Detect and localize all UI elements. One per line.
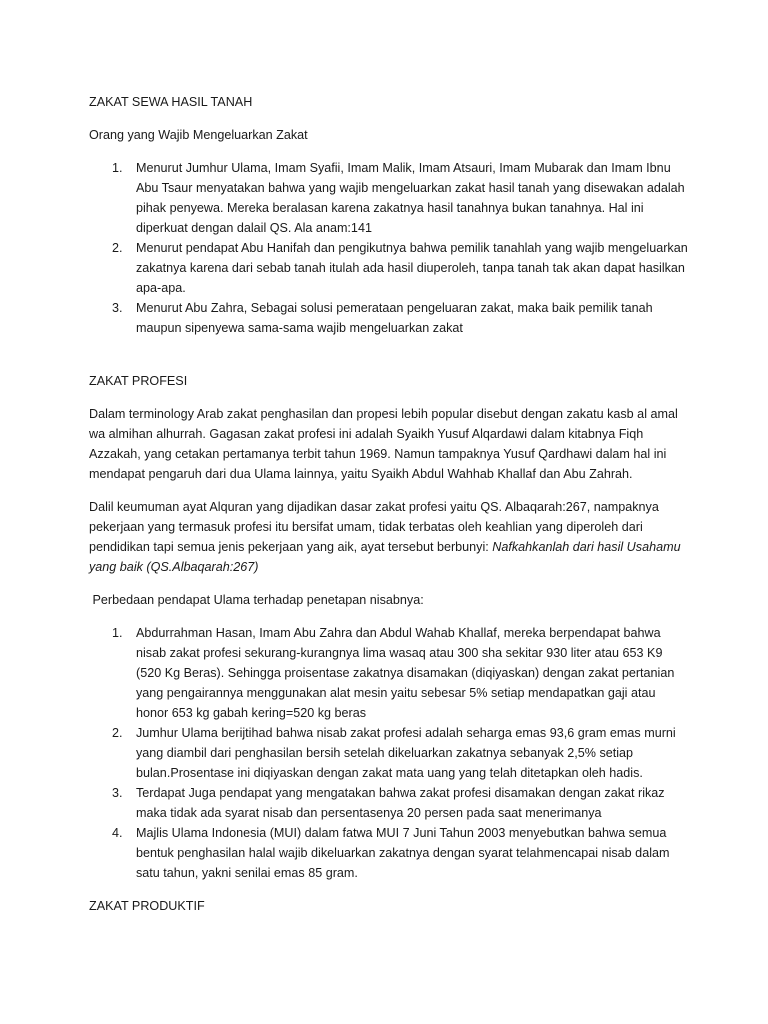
list-item — [89, 238, 689, 298]
list-item-text: Abdurrahman Hasan, Imam Abu Zahra dan Abdul Wahab Khallaf, mereka berpendapat bahwa nisab zakat profesi sekurang-kurangnya lima wasaq atau 300 sha sekitar 930 liter atau 653 K9 (520 Kg Beras). Sehingga proisentase zakatnya disamakan (diqiyaskan) dengan zakat pertanian yang pengairannya menggunakan alat mesin yaitu sebesar 5% setiap mendapatkan gaji atau honor 653 kg gabah kering=520 kg beras — [136, 626, 675, 720]
list-item-text: Majlis Ulama Indonesia (MUI) dalam fatwa MUI 7 Juni Tahun 2003 menyebutkan bahwa semua bentuk penghasilan halal wajib dikeluarkan zakatnya dengan syarat telahmencapai nisab dalam satu tahun, yakni senilai emas 85 gram. — [136, 826, 670, 880]
list-item — [89, 623, 689, 723]
list-item-number: 1. — [112, 626, 123, 640]
section-subtitle-wajib: Orang yang Wajib Mengeluarkan Zakat — [89, 128, 308, 142]
list-item — [89, 723, 689, 783]
list-item-text: Menurut Jumhur Ulama, Imam Syafii, Imam Malik, Imam Atsauri, Imam Mubarak dan Imam Ibnu Abu Tsaur menyatakan bahwa yang wajib mengeluarkan zakat hasil tanah yang disewakan adalah pihak penyewa. Mereka beralasan karena zakatnya hasil tanahnya bukan tanahnya. Hal ini diperkuat dengan dalail QS. Ala anam:141 — [136, 161, 685, 235]
list-item — [89, 823, 689, 883]
paragraph-dalil — [89, 497, 689, 577]
paragraph-terminology: Dalam terminology Arab zakat penghasilan dan propesi lebih popular disebut dengan zakatu kasb al amal wa almihan alhurrah. Gagasan zakat profesi ini adalah Syaikh Yusuf Alqardawi dalam kitabnya Fiqh Azzakah, yang cetakan pertamanya terbit tahun 1969. Namun tampaknya Yusuf Qardhawi dalam hal ini mendapat pengaruh dari dua Ulama lainnya, yaitu Syaikh Abdul Wahhab Khallaf dan Abu Zahrah. — [89, 407, 678, 481]
list-item — [89, 783, 689, 823]
list-wajib-zakat — [89, 158, 689, 338]
list-item-number: 2. — [112, 241, 123, 255]
section-title-zakat-produktif: ZAKAT PRODUKTIF — [89, 899, 205, 913]
section-title-zakat-sewa: ZAKAT SEWA HASIL TANAH — [89, 95, 253, 109]
list-item-number: 3. — [112, 301, 123, 315]
section-title-zakat-profesi: ZAKAT PROFESI — [89, 374, 188, 388]
list-item-text: Menurut Abu Zahra, Sebagai solusi pemerataan pengeluaran zakat, maka baik pemilik tanah maupun sipenyewa sama-sama wajib mengeluarkan zakat — [136, 301, 653, 335]
paragraph-perbedaan: Perbedaan pendapat Ulama terhadap penetapan nisabnya: — [89, 593, 424, 607]
list-item-text: Menurut pendapat Abu Hanifah dan pengikutnya bahwa pemilik tanahlah yang wajib mengeluarkan zakatnya karena dari sebab tanah itulah ada hasil diuperoleh, tanpa tanah tak akan dapat hasilkan apa-apa. — [136, 241, 688, 295]
list-item — [89, 158, 689, 238]
document-page — [89, 92, 689, 916]
list-nisab-profesi — [89, 623, 689, 883]
list-item-number: 4. — [112, 826, 123, 840]
paragraph-dalil-text: Dalil keumuman ayat Alquran yang dijadikan dasar zakat profesi yaitu QS. Albaqarah:267, nampaknya pekerjaan yang termasuk profesi itu bersifat umam, tidak terbatas oleh keahlian yang diperoleh dari pendidikan tapi semua jenis pekerjaan yang aik, ayat tersebut berbunyi: — [89, 500, 659, 554]
paragraph-dalil-quote: Nafkahkanlah dari hasil Usahamu yang baik (QS.Albaqarah:267) — [89, 540, 681, 574]
list-item-number: 3. — [112, 786, 123, 800]
list-item-number: 1. — [112, 161, 123, 175]
list-item-number: 2. — [112, 726, 123, 740]
list-item-text: Terdapat Juga pendapat yang mengatakan bahwa zakat profesi disamakan dengan zakat rikaz maka tidak ada syarat nisab dan persentasenya 20 persen pada saat menerimanya — [136, 786, 665, 820]
list-item — [89, 298, 689, 338]
list-item-text: Jumhur Ulama berijtihad bahwa nisab zakat profesi adalah seharga emas 93,6 gram emas murni yang diambil dari penghasilan bersih setelah dikeluarkan zakatnya sebanyak 2,5% setiap bulan.Prosentase ini diqiyaskan dengan zakat mata uang yang telah ditetapkan oleh hadis. — [136, 726, 676, 780]
